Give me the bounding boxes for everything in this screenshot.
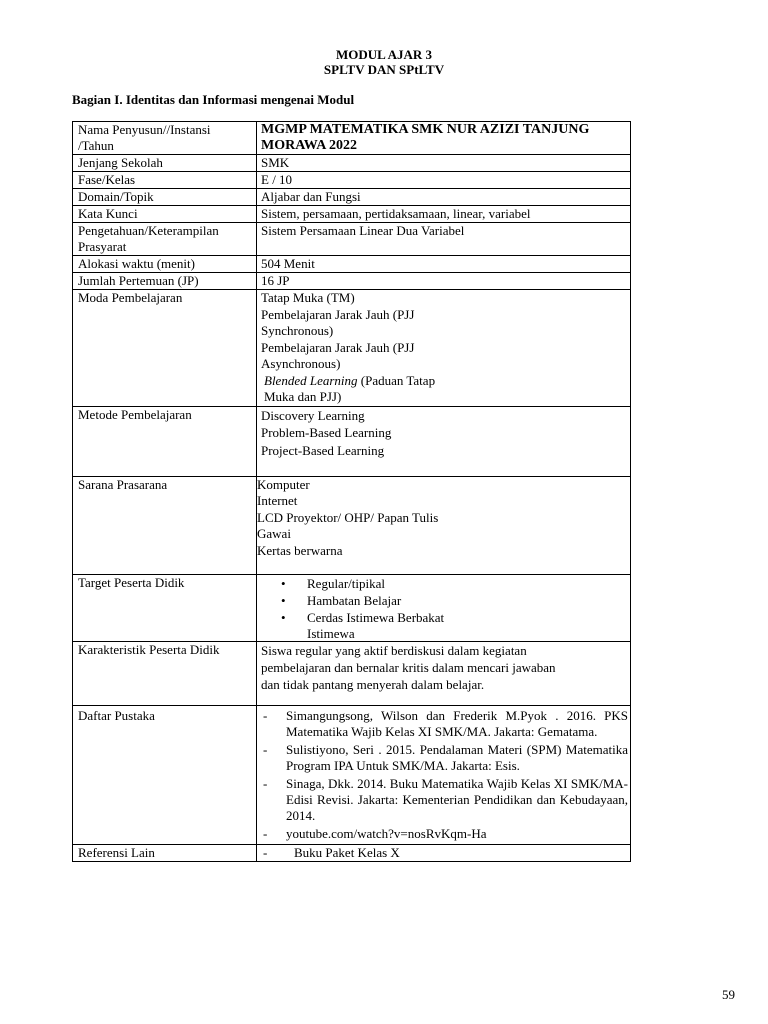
sarana-item: LCD Proyektor/ OHP/ Papan Tulis xyxy=(257,509,439,525)
row-label: Jenjang Sekolah xyxy=(73,155,257,172)
moda-item xyxy=(261,373,626,390)
metode-item: Problem-Based Learning xyxy=(261,425,392,440)
reference-text: Sulistiyono, Seri . 2015. Pendalaman Materi (SPM) Matematika Program IPA Untuk SMK/MA. Jakarta: Esis. xyxy=(286,741,628,773)
sarana-item: Gawai xyxy=(257,526,291,541)
table-row xyxy=(73,273,631,290)
reference-text: Simangungsong, Wilson dan Frederik M.Pyok . 2016. PKS Matematika Wajib Kelas XI SMK/MA. Jakarta: Gematama. xyxy=(286,707,628,739)
dash-marker: - xyxy=(263,775,268,791)
table-row xyxy=(73,223,631,256)
dash-marker: - xyxy=(263,825,268,841)
bullet-icon: • xyxy=(281,592,286,608)
text-line: Siswa regular yang aktif berdiskusi dalam kegiatan xyxy=(261,642,527,658)
table-row xyxy=(73,122,631,155)
moda-item: Synchronous) xyxy=(261,323,334,338)
list-item xyxy=(261,626,626,641)
table-row xyxy=(73,844,631,861)
row-label: Jumlah Pertemuan (JP) xyxy=(73,273,257,290)
text-line: pembelajaran dan bernalar kritis dalam mencari jawaban xyxy=(261,659,556,675)
list-item xyxy=(261,592,626,609)
label-line: Nama Penyusun//Instansi xyxy=(78,122,211,137)
row-label: Referensi Lain xyxy=(73,844,257,861)
table-row xyxy=(73,641,631,705)
reference-text: Sinaga, Dkk. 2014. Buku Matematika Wajib Kelas XI SMK/MA- Edisi Revisi. Jakarta: Kementerian Pendidikan dan Kebudayaan, 2014. xyxy=(286,775,628,823)
row-label: Karakteristik Peserta Didik xyxy=(73,641,257,705)
row-label xyxy=(73,223,257,256)
table-row xyxy=(73,705,631,844)
reference-item xyxy=(261,776,628,824)
reference-item xyxy=(261,742,628,774)
row-value: 16 JP xyxy=(257,273,631,290)
value-line: MORAWA 2022 xyxy=(261,138,358,153)
reference-text: youtube.com/watch?v=nosRvKqm-Ha xyxy=(286,825,487,841)
row-label: Fase/Kelas xyxy=(73,172,257,189)
label-line: /Tahun xyxy=(78,138,114,153)
row-value xyxy=(257,290,631,407)
list-item xyxy=(261,575,626,592)
moda-item: Tatap Muka (TM) xyxy=(261,290,355,305)
blended-rest: (Paduan Tatap xyxy=(357,372,436,388)
row-label: Daftar Pustaka xyxy=(73,705,257,844)
row-value xyxy=(257,641,631,705)
row-value xyxy=(257,574,631,641)
table-row xyxy=(73,406,631,476)
row-value xyxy=(257,705,631,844)
moda-item: Pembelajaran Jarak Jauh (PJJ xyxy=(261,306,415,322)
moda-item: Asynchronous) xyxy=(261,356,341,371)
row-label: Target Peserta Didik xyxy=(73,574,257,641)
table-row xyxy=(73,189,631,206)
table-row xyxy=(73,206,631,223)
list-item-text: Regular/tipikal xyxy=(307,575,385,591)
table-row xyxy=(73,476,631,574)
row-value xyxy=(257,122,631,155)
module-subtitle: SPLTV DAN SPtLTV xyxy=(323,62,445,77)
dash-marker: - xyxy=(263,707,268,723)
row-label: Sarana Prasarana xyxy=(73,476,257,574)
row-label: Kata Kunci xyxy=(73,206,257,223)
moda-item: Muka dan PJJ) xyxy=(264,389,342,404)
list-item-text: Istimewa xyxy=(307,625,355,641)
row-label: Moda Pembelajaran xyxy=(73,290,257,407)
label-line: Pengetahuan/Keterampilan xyxy=(78,223,219,238)
dash-marker: - xyxy=(263,844,268,860)
row-value: 504 Menit xyxy=(257,256,631,273)
metode-item: Project-Based Learning xyxy=(261,442,385,458)
reference-item xyxy=(261,708,628,740)
label-line: Prasyarat xyxy=(78,239,127,254)
blended-label: Blended Learning xyxy=(264,372,358,388)
section-title: Bagian I. Identitas dan Informasi mengenai Modul xyxy=(72,92,355,107)
bullet-icon: • xyxy=(281,609,286,625)
row-value xyxy=(257,844,631,861)
sarana-item: Kertas berwarna xyxy=(257,542,343,558)
target-list xyxy=(261,575,626,641)
module-title: MODUL AJAR 3 xyxy=(335,47,433,62)
table-row xyxy=(73,172,631,189)
row-label: Alokasi waktu (menit) xyxy=(73,256,257,273)
text-line: dan tidak pantang menyerah dalam belajar. xyxy=(261,676,485,692)
row-value: Aljabar dan Fungsi xyxy=(257,189,631,206)
metode-item: Discovery Learning xyxy=(261,407,365,423)
row-value: E / 10 xyxy=(257,172,631,189)
table-row xyxy=(73,155,631,172)
bullet-icon: • xyxy=(281,575,286,591)
sarana-item: Internet xyxy=(257,493,298,508)
row-label: Domain/Topik xyxy=(73,189,257,206)
value-line: MGMP MATEMATIKA SMK NUR AZIZI TANJUNG xyxy=(261,122,590,137)
page-number: 59 xyxy=(722,987,735,1002)
reference-item xyxy=(261,845,626,861)
identity-table xyxy=(72,121,631,862)
sarana-item: Komputer xyxy=(257,476,310,492)
row-value xyxy=(257,406,631,476)
moda-item: Pembelajaran Jarak Jauh (PJJ xyxy=(261,339,415,355)
dash-marker: - xyxy=(263,741,268,757)
reference-text: Buku Paket Kelas X xyxy=(294,844,400,860)
list-item-text: Cerdas Istimewa Berbakat xyxy=(307,609,445,625)
table-row xyxy=(73,256,631,273)
row-value: SMK xyxy=(257,155,631,172)
list-item xyxy=(261,609,626,626)
row-value xyxy=(257,476,631,574)
reference-item xyxy=(261,826,628,842)
row-label: Metode Pembelajaran xyxy=(73,406,257,476)
row-value: Sistem, persamaan, pertidaksamaan, linear, variabel xyxy=(257,206,631,223)
row-label xyxy=(73,122,257,155)
table-row xyxy=(73,290,631,407)
table-row xyxy=(73,574,631,641)
row-value: Sistem Persamaan Linear Dua Variabel xyxy=(257,223,631,256)
list-item-text: Hambatan Belajar xyxy=(307,592,402,608)
